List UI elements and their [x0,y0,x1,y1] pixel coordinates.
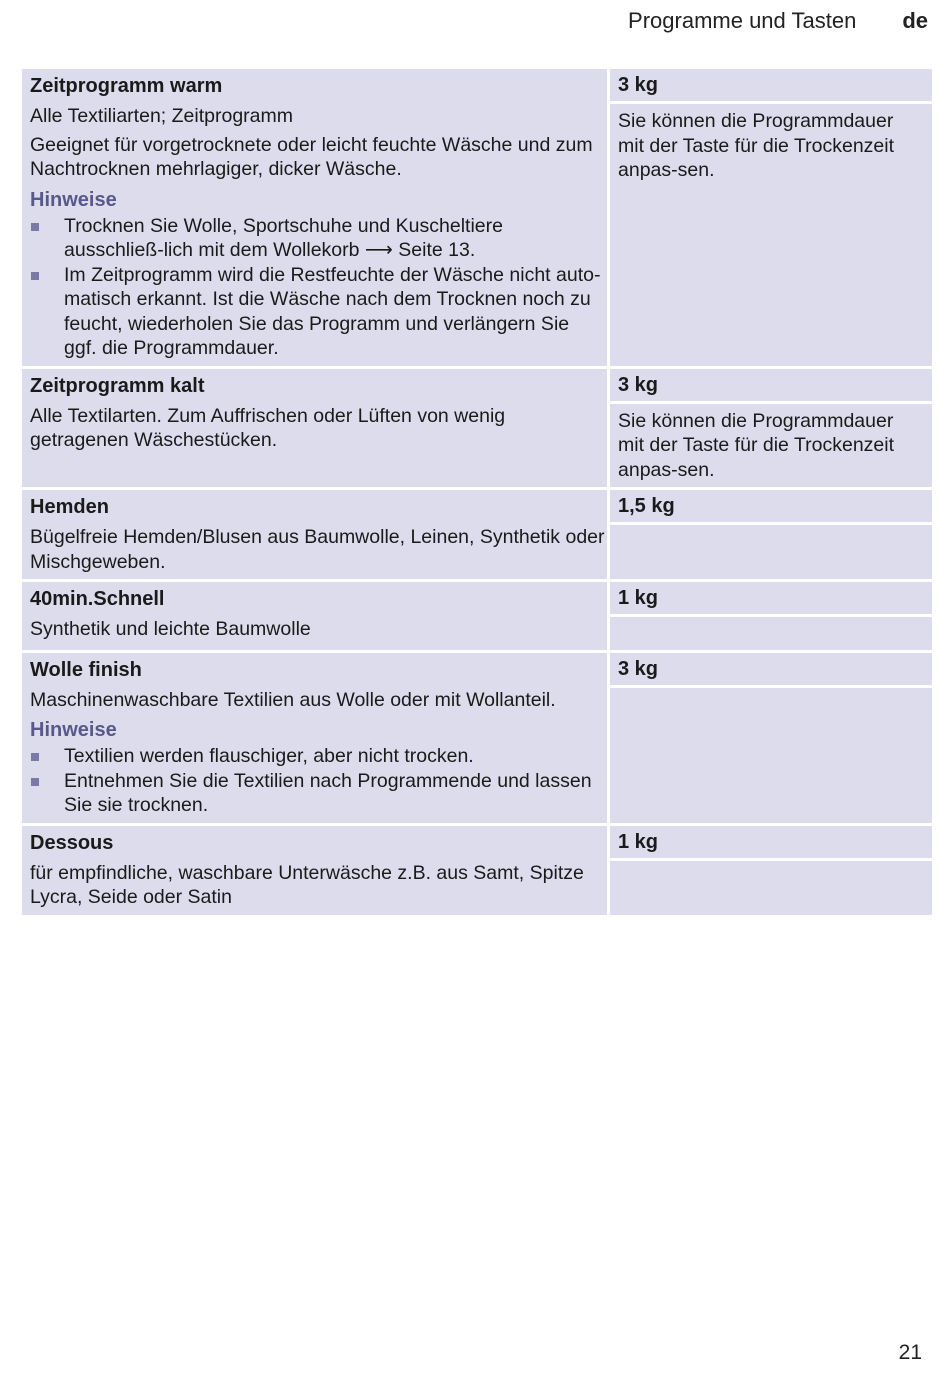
program-desc: Bügelfreie Hemden/Blusen aus Baumwolle, Leinen, Synthetik oder Mischgeweben. [30,526,605,573]
program-capacity-cell [610,369,932,488]
program-desc: Alle Textiliarten; Zeitprogramm [30,105,293,127]
program-desc: Maschinenwaschbare Textilien aus Wolle oder mit Wollanteil. [30,688,556,711]
program-description-cell [22,653,607,823]
program-description-cell [22,69,607,366]
capacity-value: 1 kg [610,582,932,614]
program-desc: Synthetik und leichte Baumwolle [30,618,311,640]
hint-list [30,214,607,361]
capacity-note [610,861,932,915]
program-note: Geeignet für vorgetrocknete oder leicht feuchte Wäsche und zum Nachtrocknen mehrlagiger, dicker Wäsche. [30,133,593,180]
program-desc: Alle Textilarten. Zum Auffrischen oder Lüften von wenig getragenen Wäschestücken. [30,404,506,451]
hint-text: Entnehmen Sie die Textilien nach Programmende und lassen Sie sie trocknen. [64,769,592,816]
capacity-note [610,617,932,650]
section-title: Programme und Tasten [628,8,857,33]
program-description-cell [22,582,607,650]
program-row [22,69,932,366]
program-row [22,490,932,579]
program-row [22,582,932,650]
hint-text: Textilien werden flauschiger, aber nicht trocken. [64,745,474,767]
language-code: de [902,8,928,33]
capacity-note [610,688,932,823]
page-number: 21 [898,1341,922,1364]
program-table [22,69,932,915]
capacity-value: 1 kg [610,826,932,858]
capacity-note [610,525,932,579]
hint-item [30,769,607,818]
bullet-square-icon [31,272,39,280]
program-title: Dessous [30,831,114,854]
program-capacity-cell [610,582,932,650]
program-title: Zeitprogramm kalt [30,374,205,397]
capacity-note: Sie können die Programmdauer mit der Taste für die Trockenzeit anpas-sen. [610,404,932,488]
program-row [22,653,932,823]
program-desc: für empfindliche, waschbare Unterwäsche z.B. aus Samt, Spitze Lycra, Seide oder Satin [30,861,584,908]
bullet-square-icon [31,223,39,231]
program-capacity-cell [610,653,932,823]
program-title: Wolle finish [30,658,142,681]
hint-item [30,214,607,263]
program-capacity-cell [610,69,932,366]
hint-item [30,263,607,361]
program-capacity-cell [610,490,932,579]
capacity-note: Sie können die Programmdauer mit der Taste für die Trockenzeit anpas-sen. [610,104,932,366]
program-description-cell [22,826,607,915]
program-title: Zeitprogramm warm [30,75,223,97]
hint-heading: Hinweise [30,188,117,211]
hint-list [30,744,607,818]
program-description-cell [22,490,607,579]
page-header [628,6,928,36]
bullet-square-icon [31,753,39,761]
program-row [22,369,932,488]
hint-text: Im Zeitprogramm wird die Restfeuchte der Wäsche nicht auto-matisch erkannt. Ist die Wäsche nach dem Trocknen noch zu feucht, wiederholen Sie das Programm und verlängern Sie ggf. die Programmdauer. [64,263,601,359]
capacity-value: 1,5 kg [610,490,932,522]
program-title: 40min.Schnell [30,588,165,610]
hint-text: Trocknen Sie Wolle, Sportschuhe und Kuscheltiere ausschließ-lich mit dem Wollekorb ⟶ Seite 13. [64,214,503,261]
hint-item [30,744,607,769]
program-capacity-cell [610,826,932,915]
program-title: Hemden [30,496,109,518]
program-row [22,826,932,915]
capacity-value: 3 kg [610,369,932,401]
bullet-square-icon [31,778,39,786]
hint-heading: Hinweise [30,719,117,741]
program-description-cell [22,369,607,488]
capacity-value: 3 kg [610,653,932,685]
capacity-value: 3 kg [610,69,932,101]
